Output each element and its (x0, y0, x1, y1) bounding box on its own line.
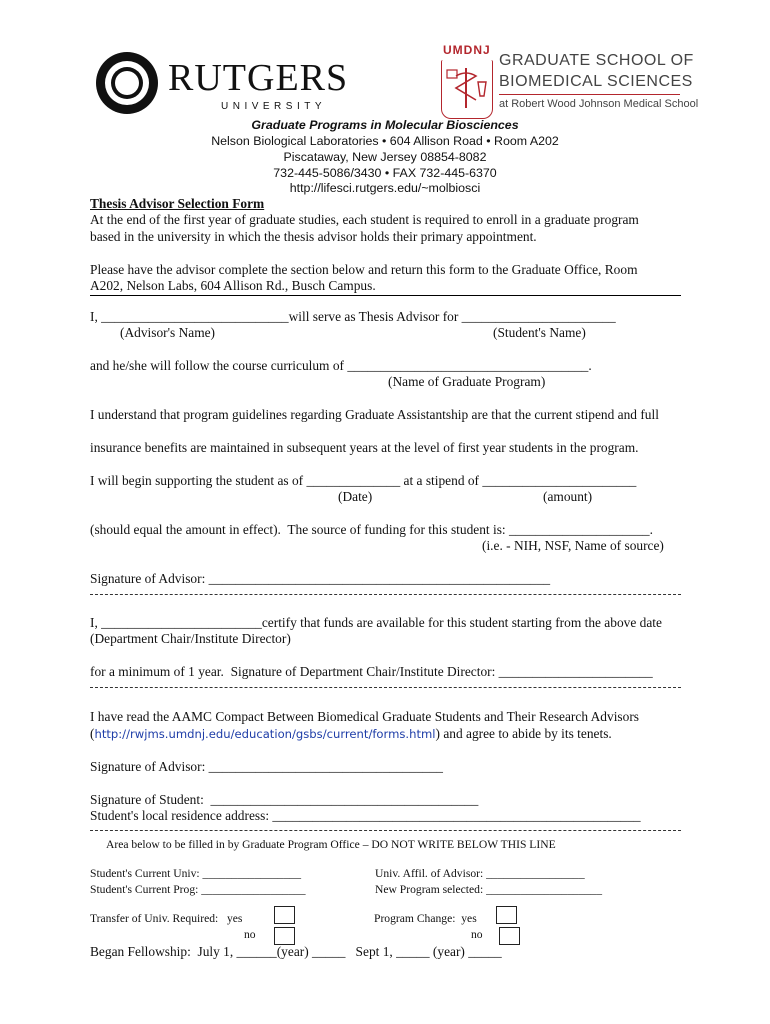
advisor-signature-line-2[interactable]: Signature of Advisor: ___________________________________ (90, 759, 443, 774)
gsbs-title-line1: GRADUATE SCHOOL OF (499, 52, 694, 69)
residence-address-line[interactable]: Student's local residence address: _______________________________________________________ (90, 808, 641, 823)
dashed-divider-2 (90, 687, 681, 688)
fellowship-field-line[interactable]: Began Fellowship: July 1, ______(year) _____ Sept 1, _____ (year) _____ (90, 944, 502, 959)
transfer-required-label: Transfer of Univ. Required: yes (90, 912, 243, 925)
change-no-checkbox[interactable] (499, 927, 520, 945)
rutgers-university-label: UNIVERSITY (221, 101, 327, 112)
section-divider (90, 295, 681, 296)
change-no-label: no (471, 928, 483, 941)
intro-line2: based in the university in which the thesis advisor holds their primary appointment. (90, 229, 537, 244)
advisor-name-label: (Advisor's Name) (120, 325, 216, 340)
certify-field-line[interactable]: I, ________________________certify that funds are available for this student starting from the above date (90, 615, 662, 630)
chair-signature-line[interactable]: for a minimum of 1 year. Signature of Department Chair/Institute Director: _______________________ (90, 664, 653, 679)
student-signature-line[interactable]: Signature of Student: ________________________________________ (90, 792, 479, 807)
amount-label: (amount) (543, 489, 593, 504)
gsbs-emblem (441, 60, 493, 119)
program-change-label: Program Change: yes (374, 912, 477, 925)
stipend-text-line1: I understand that program guidelines regarding Graduate Assistantship are that the current stipend and full (90, 407, 659, 422)
student-name-label: (Student's Name) (493, 325, 586, 340)
header-website: http://lifesci.rutgers.edu/~molbiosci (289, 181, 481, 195)
rutgers-seal (96, 52, 158, 114)
form-title: Thesis Advisor Selection Form (90, 196, 265, 211)
office-use-notice: Area below to be filled in by Graduate Program Office – DO NOT WRITE BELOW THIS LINE (106, 838, 556, 851)
transfer-no-label: no (244, 928, 256, 941)
stipend-text-line2: insurance benefits are maintained in subsequent years at the level of first year students in the program. (90, 440, 639, 455)
gsbs-title-line2: BIOMEDICAL SCIENCES (499, 73, 693, 90)
instructions-line2: A202, Nelson Labs, 604 Allison Rd., Busch Campus. (90, 278, 376, 293)
rutgers-wordmark: RUTGERS (168, 57, 349, 99)
aamc-link[interactable]: http://rwjms.umdnj.edu/education/gsbs/current/forms.html (94, 727, 436, 741)
header-address-line2: Piscataway, New Jersey 08854-8082 (283, 150, 487, 164)
dashed-divider-1 (90, 594, 681, 595)
aamc-text-line2: (http://rwjms.umdnj.edu/education/gsbs/current/forms.html) and agree to abide by its tenets. (90, 726, 612, 741)
new-program-field[interactable]: New Program selected: ____________________ (375, 883, 603, 896)
curriculum-field-line[interactable]: and he/she will follow the course curriculum of ____________________________________. (90, 358, 592, 373)
funding-source-field-line[interactable]: (should equal the amount in effect). The source of funding for this student is: _____________________. (90, 522, 653, 537)
advisor-univ-affiliation-field[interactable]: Univ. Affil. of Advisor: _________________ (375, 867, 585, 880)
transfer-yes-checkbox[interactable] (274, 906, 295, 924)
header-address-line1: Nelson Biological Laboratories • 604 Allison Road • Room A202 (211, 134, 559, 148)
program-name: Graduate Programs in Molecular Biosciences (251, 118, 519, 132)
current-univ-field[interactable]: Student's Current Univ: _________________ (90, 867, 302, 880)
begin-support-field-line[interactable]: I will begin supporting the student as of ______________ at a stipend of _______________________ (90, 473, 637, 488)
gsbs-subtitle: at Robert Wood Johnson Medical School (499, 98, 699, 110)
transfer-no-checkbox[interactable] (274, 927, 295, 945)
dashed-divider-3 (90, 830, 681, 831)
header-phone: 732-445-5086/3430 • FAX 732-445-6370 (273, 166, 497, 180)
aamc-text-line1: I have read the AAMC Compact Between Biomedical Graduate Students and Their Research Advisors (90, 709, 639, 724)
umdnj-label: UMDNJ (443, 43, 491, 57)
date-label: (Date) (338, 489, 373, 504)
funding-source-label: (i.e. - NIH, NSF, Name of source) (482, 538, 664, 553)
instructions-line1: Please have the advisor complete the section below and return this form to the Graduate Office, Room (90, 262, 638, 277)
intro-line1: At the end of the first year of graduate studies, each student is required to enroll in a graduate program (90, 212, 639, 227)
advisor-field-line[interactable]: I, ____________________________will serve as Thesis Advisor for _______________________ (90, 309, 616, 324)
chair-label: (Department Chair/Institute Director) (90, 631, 291, 646)
program-name-label: (Name of Graduate Program) (388, 374, 546, 389)
change-yes-checkbox[interactable] (496, 906, 517, 924)
advisor-signature-line[interactable]: Signature of Advisor: ___________________________________________________ (90, 571, 551, 586)
current-prog-field[interactable]: Student's Current Prog: __________________ (90, 883, 306, 896)
